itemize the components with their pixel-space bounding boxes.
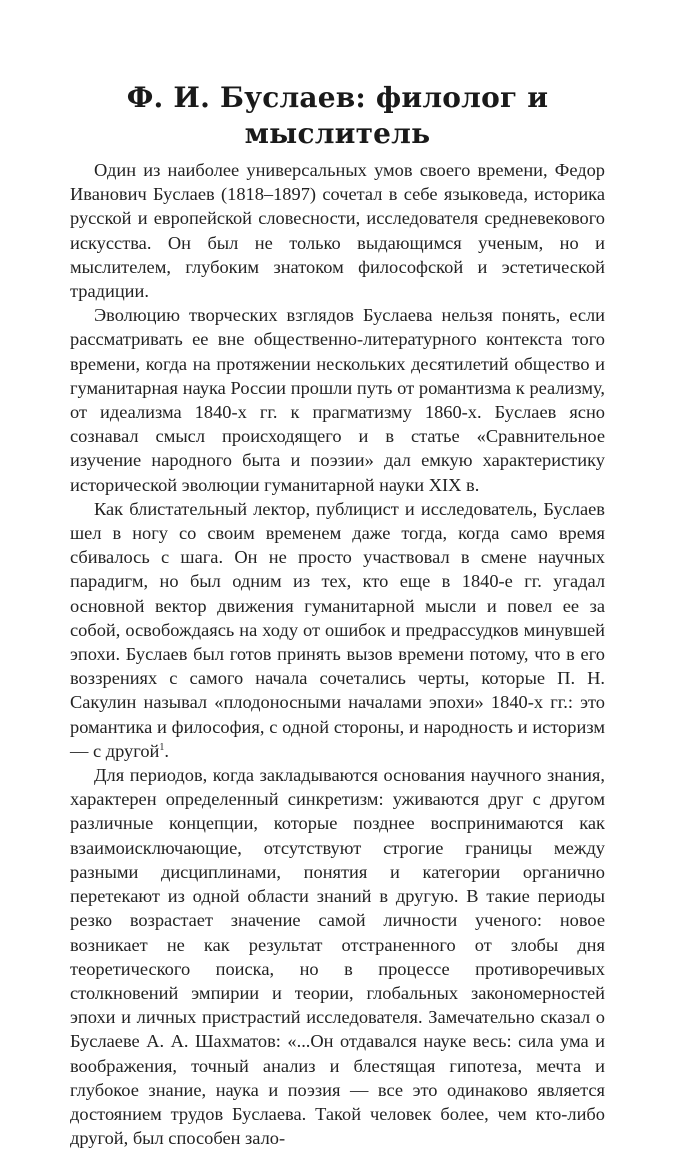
paragraph-1-text: Один из наиболее универсальных умов своего времени, Федор Иванович Буслаев (1818–1897) сочетал в себе языковеда, историка русской и европейской словесности, исследователя средневекового искусства. Он был не только выдающимся ученым, но и мыслителем, глубоким знатоком философской и эстетической традиции. [70,160,605,302]
paragraph-2 [70,303,605,497]
body-text [70,158,605,1150]
paragraph-1 [70,158,605,303]
paragraph-3-end: . [164,740,169,761]
footnote-marker: 1 [159,741,165,753]
paragraph-4-text: Для периодов, когда закладываются основания научного знания, характерен определенный синкретизм: уживаются друг с другом различные концепции, которые позднее воспринимаются как взаимоисключающие, отсутствуют строгие границы между разными дисциплинами, понятия и категории органично перетекают из одной области знаний в другую. В такие периоды резко возрастает значение самой личности ученого: новое возникает не как результат отстраненного от злобы дня теоретического поиска, но в процессе противоречивых столкновений эмпирии и теории, глобальных закономерностей эпохи и личных пристрастий исследователя. Замечательно сказал о Буслаеве А. А. Шахматов: «...Он отдавался науке весь: сила ума и воображения, точный анализ и блестящая гипотеза, мечта и глубокое знание, наука и поэзия — все это одинаково является достоянием трудов Буслаева. Такой человек более, чем кто-либо другой, был способен зало- [70,765,605,1149]
page-title: Ф. И. Буслаев: филолог и мыслитель [126,81,549,150]
paragraph-2-text: Эволюцию творческих взглядов Буслаева нельзя понять, если рассматривать ее вне общественно-литературного контекста того времени, когда на протяжении нескольких десятилетий общество и гуманитарная наука России прошли путь от романтизма к реализму, от идеализма 1840-х гг. к прагматизму 1860-х. Буслаев ясно сознавал смысл происходящего и в статье «Сравнительное изучение народного быта и поэзии» дал емкую характеристику исторической эволюции гуманитарной науки XIX в. [70,305,605,495]
paragraph-3 [70,497,605,763]
paragraph-3-text: Как блистательный лектор, публицист и исследователь, Буслаев шел в ногу со своим временем даже тогда, когда само время сбивалось с шага. Он не просто участвовал в смене научных парадигм, но был одним из тех, кто еще в 1840-е гг. угадал основной вектор движения гуманитарной мысли и повел ее за собой, освобождаясь на ходу от ошибок и предрассудков минувшей эпохи. Буслаев был готов принять вызов времени потому, что в его воззрениях с самого начала сочетались черты, которые П. Н. Сакулин называл «плодоносными началами эпохи» 1840-х гг.: это романтика и философия, с одной стороны, и народность и историзм — с другой [70,498,605,761]
paragraph-4 [70,763,605,1150]
